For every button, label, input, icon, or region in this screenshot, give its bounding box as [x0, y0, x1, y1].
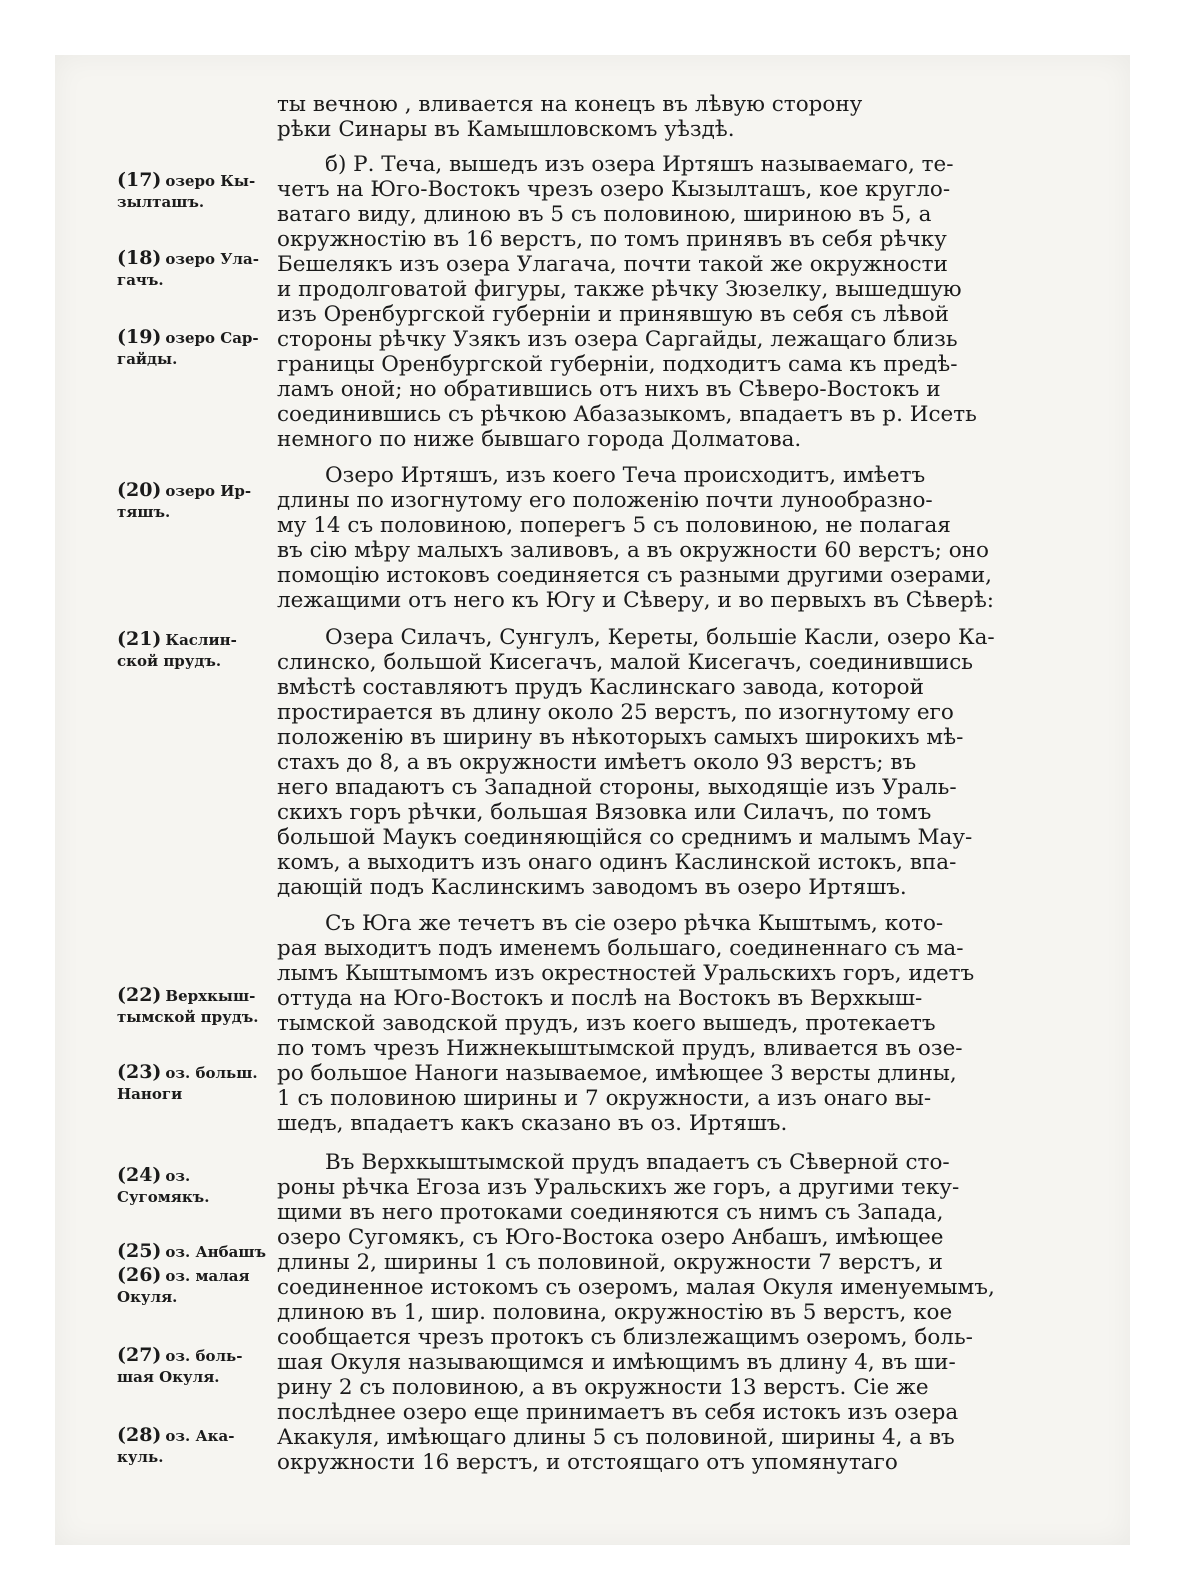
- text-line: слинско, большой Кисегачъ, малой Кисегачъ, соединившись: [277, 650, 973, 675]
- text-line: Озеро Иртяшъ, изъ коего Теча происходитъ, имѣетъ: [325, 463, 926, 488]
- text-line: лежащими отъ него къ Югу и Сѣверу, и во первыхъ въ Сѣверѣ:: [277, 588, 995, 613]
- text-line: простирается въ длину около 25 верстъ, по изогнутому его: [277, 700, 954, 725]
- text-line: окружности 16 верстъ, и отстоящаго отъ упомянутаго: [277, 1450, 898, 1475]
- text-line: четъ на Юго-Востокъ чрезъ озеро Кызылташъ, кое кругло-: [277, 177, 951, 202]
- text-line: въ сiю мѣру малыхъ заливовъ, а въ окружности 60 верстъ; оно: [277, 538, 989, 563]
- text-line: Въ Верхкыштымской прудъ впадаетъ съ Сѣверной сто-: [325, 1150, 950, 1175]
- text-line: ро большое Наноги называемое, имѣющее 3 версты длины,: [277, 1061, 957, 1086]
- text-line: положенiю въ ширину въ нѣкоторыхъ самыхъ широкихъ мѣ-: [277, 725, 964, 750]
- text-line: щими въ него протоками соединяются съ нимъ съ Запада,: [277, 1200, 944, 1225]
- margin-note-21: (21) Каслин-ской прудъ.: [117, 628, 237, 670]
- paragraph-3: [277, 625, 1077, 900]
- margin-note-19: (19) озеро Сар-гайды.: [117, 326, 259, 368]
- text-line: немного по ниже бывшаго города Долматова.: [277, 427, 802, 452]
- text-line: ламъ оной; но обратившись отъ нихъ въ Сѣверо-Востокъ и: [277, 377, 941, 402]
- text-line: вмѣстѣ составляютъ прудъ Каслинскаго завода, которой: [277, 675, 924, 700]
- text-line: оттуда на Юго-Востокъ и послѣ на Востокъ въ Верхкыш-: [277, 986, 923, 1011]
- margin-note-24: (24) оз. Сугомякъ.: [117, 1164, 210, 1206]
- text-line: дающiй подъ Каслинскимъ заводомъ въ озеро Иртяшъ.: [277, 875, 907, 900]
- text-line: него впадаютъ съ Западной стороны, выходящiе изъ Ураль-: [277, 775, 957, 800]
- paragraph-2: [277, 463, 1077, 613]
- text-line: помощiю истоковъ соединяется съ разными другими озерами,: [277, 563, 992, 588]
- text-line: Озера Силачъ, Сунгулъ, Кереты, большiе Касли, озеро Ка-: [325, 625, 995, 650]
- text-line: соединенное истокомъ съ озеромъ, малая Окуля именуемымъ,: [277, 1275, 995, 1300]
- text-line: большой Маукъ соединяющiйся со среднимъ и малымъ Мау-: [277, 825, 973, 850]
- text-line: скихъ горъ рѣчки, большая Вязовка или Силачъ, по томъ: [277, 800, 932, 825]
- text-line: длиною въ 1, шир. половина, окружностiю въ 5 верстъ, кое: [277, 1300, 953, 1325]
- margin-note-28: (28) оз. Ака-куль.: [117, 1424, 235, 1466]
- text-line: тымской заводской прудъ, изъ коего вышедъ, протекаетъ: [277, 1011, 936, 1036]
- text-line: шая Окуля называющимся и имѣющимъ въ длину 4, въ ши-: [277, 1350, 956, 1375]
- paragraph-5: [277, 1150, 1077, 1475]
- text-line: ты вечною , вливается на конецъ въ лѣвую сторону: [277, 92, 863, 117]
- paragraph-0: [277, 92, 1077, 142]
- text-line: рину 2 съ половиною, а въ окружности 13 верстъ. Сiе же: [277, 1375, 929, 1400]
- text-line: роны рѣчка Егоза изъ Уральскихъ же горъ, а другими теку-: [277, 1175, 960, 1200]
- margin-note-25: (25) оз. Анбашъ: [117, 1240, 266, 1262]
- text-line: длины 2, ширины 1 съ половиной, окружности 7 верстъ, и: [277, 1250, 943, 1275]
- text-line: Бешелякъ изъ озера Улагача, почти такой же окружности: [277, 252, 948, 277]
- text-line: шедъ, впадаетъ какъ сказано въ оз. Иртяшъ.: [277, 1111, 788, 1136]
- margin-note-27: (27) оз. боль-шая Окуля.: [117, 1344, 243, 1386]
- margin-note-22: (22) Верхкыш-тымской прудъ.: [117, 984, 259, 1026]
- text-line: рѣки Синары въ Камышловскомъ уѣздѣ.: [277, 117, 735, 142]
- text-line: б) Р. Теча, вышедъ изъ озера Иртяшъ называемаго, те-: [325, 152, 954, 177]
- text-line: по томъ чрезъ Нижнекыштымской прудъ, вливается въ озе-: [277, 1036, 963, 1061]
- text-line: Съ Юга же течетъ въ сiе озеро рѣчка Кыштымъ, кото-: [325, 911, 944, 936]
- text-line: му 14 съ половиною, поперегъ 5 съ половиною, не полагая: [277, 513, 951, 538]
- margin-note-20: (20) озеро Ир-тяшъ.: [117, 479, 252, 521]
- text-line: стахъ до 8, а въ окружности имѣетъ около 93 верстъ; въ: [277, 750, 917, 775]
- text-line: изъ Оренбургской губернiи и принявшую въ себя съ лѣвой: [277, 302, 949, 327]
- text-line: лымъ Кыштымомъ изъ окрестностей Уральскихъ горъ, идетъ: [277, 961, 975, 986]
- text-line: длины по изогнутому его положенiю почти лунообразно-: [277, 488, 933, 513]
- text-line: озеро Сугомякъ, съ Юго-Востока озеро Анбашъ, имѣющее: [277, 1225, 944, 1250]
- margin-note-17: (17) озеро Кы-зылташъ.: [117, 169, 256, 211]
- text-line: комъ, а выходитъ изъ онаго одинъ Каслинской истокъ, впа-: [277, 850, 957, 875]
- text-line: стороны рѣчку Узякъ изъ озера Саргайды, лежащаго близь: [277, 327, 958, 352]
- text-line: границы Оренбургской губернiи, подходитъ сама къ предѣ-: [277, 352, 958, 377]
- paragraph-4: [277, 911, 1077, 1136]
- text-line: рая выходитъ подъ именемъ большаго, соединеннаго съ ма-: [277, 936, 964, 961]
- margin-note-23: (23) оз. больш. Наноги: [117, 1061, 258, 1103]
- text-line: послѣднее озеро еще принимаетъ въ себя истокъ изъ озера: [277, 1400, 959, 1425]
- margin-note-26: (26) оз. малая Окуля.: [117, 1264, 250, 1306]
- text-line: соединившись съ рѣчкою Абазазыкомъ, впадаетъ въ р. Исеть: [277, 402, 977, 427]
- text-line: ватаго виду, длиною въ 5 съ половиною, шириною въ 5, а: [277, 202, 932, 227]
- text-line: окружностiю въ 16 верстъ, по томъ принявъ въ себя рѣчку: [277, 227, 947, 252]
- paragraph-1: [277, 152, 1077, 452]
- margin-note-18: (18) озеро Ула-гачъ.: [117, 247, 259, 289]
- text-line: Акакуля, имѣющаго длины 5 съ половиной, ширины 4, а въ: [277, 1425, 955, 1450]
- text-line: 1 съ половиною ширины и 7 окружности, а изъ онаго вы-: [277, 1086, 932, 1111]
- document-page: [55, 55, 1130, 1545]
- text-line: и продолговатой фигуры, также рѣчку Зюзелку, вышедшую: [277, 277, 962, 302]
- text-line: сообщается чрезъ протокъ съ близлежащимъ озеромъ, боль-: [277, 1325, 973, 1350]
